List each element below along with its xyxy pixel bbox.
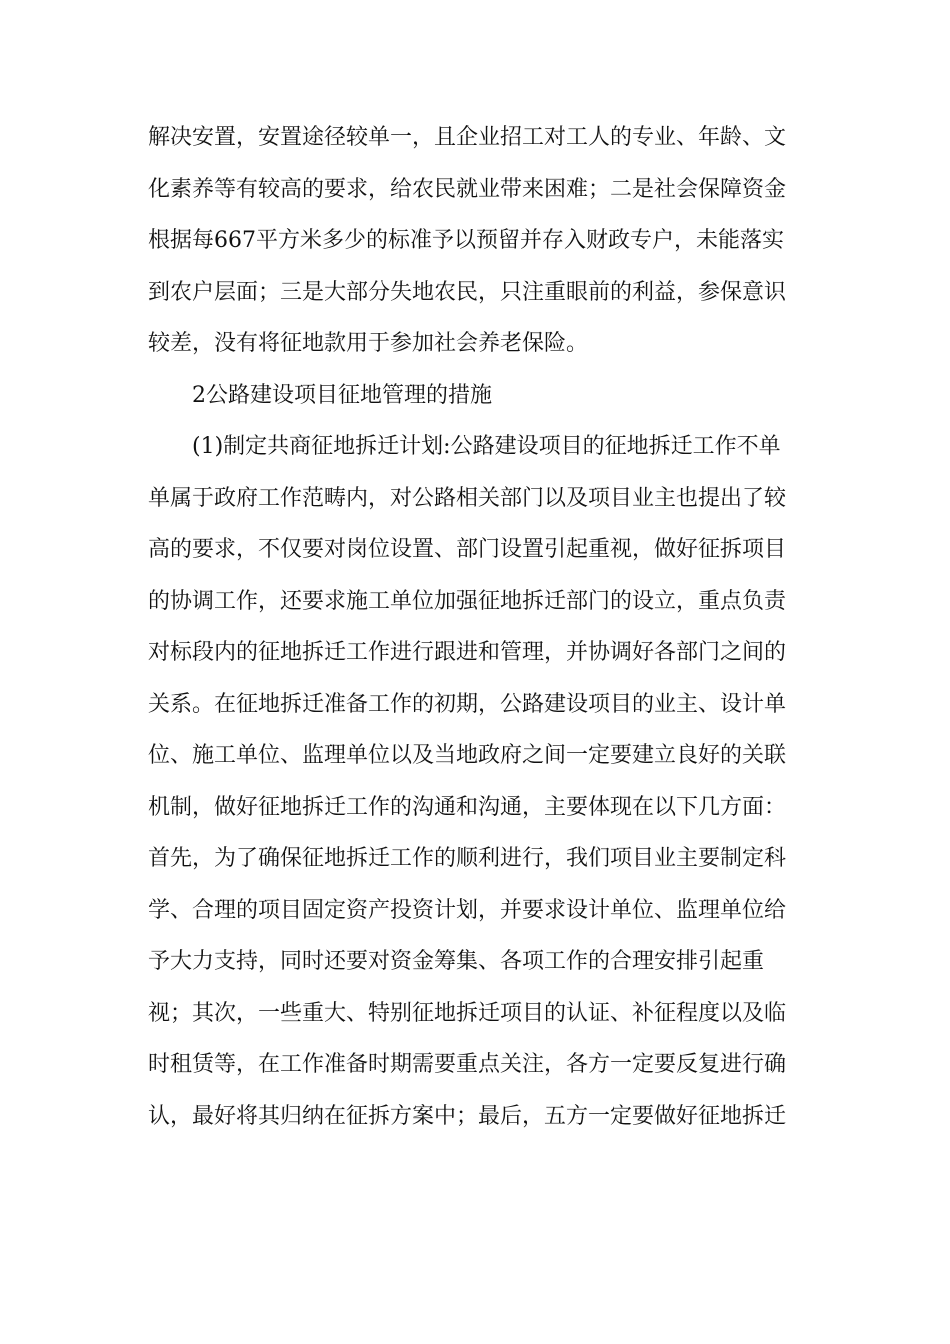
text-line: 对标段内的征地拆迁工作进行跟进和管理，并协调好各部门之间的 [148, 640, 787, 665]
text-line: 到农户层面；三是大部分失地农民，只注重眼前的利益，参保意识 [148, 279, 787, 305]
document-body [148, 112, 808, 1142]
text-line: 视；其次，一些重大、特别征地拆迁项目的认证、补征程度以及临 [148, 1000, 787, 1026]
text-line: 根据每667平方米多少的标准予以预留并存入财政专户，未能落实 [148, 228, 784, 253]
text-line: (1)制定共商征地拆迁计划:公路建设项目的征地拆迁工作不单 [192, 434, 781, 459]
text-line: 解决安置，安置途径较单一，且企业招工对工人的专业、年龄、文 [148, 125, 787, 150]
text-line: 高的要求，不仅要对岗位设置、部门设置引起重视，做好征拆项目 [148, 537, 787, 562]
text-line: 关系。在征地拆迁准备工作的初期，公路建设项目的业主、设计单 [148, 691, 787, 717]
text-line: 单属于政府工作范畴内，对公路相关部门以及项目业主也提出了较 [148, 485, 787, 511]
text-line: 首先，为了确保征地拆迁工作的顺利进行，我们项目业主要制定科 [148, 846, 787, 871]
text-line: 化素养等有较高的要求，给农民就业带来困难；二是社会保障资金 [148, 176, 787, 202]
text-line: 学、合理的项目固定资产投资计划，并要求设计单位、监理单位给 [148, 897, 787, 923]
text-line: 认，最好将其归纳在征拆方案中；最后，五方一定要做好征地拆迁 [148, 1103, 787, 1129]
text-line: 时租赁等，在工作准备时期需要重点关注，各方一定要反复进行确 [148, 1052, 787, 1077]
text-line: 的协调工作，还要求施工单位加强征地拆迁部门的设立，重点负责 [148, 588, 787, 614]
text-line: 机制，做好征地拆迁工作的沟通和沟通，主要体现在以下几方面： [148, 794, 787, 820]
text-line: 较差，没有将征地款用于参加社会养老保险。 [148, 331, 589, 356]
text-line: 予大力支持，同时还要对资金筹集、各项工作的合理安排引起重 [148, 949, 765, 974]
section-heading: 2公路建设项目征地管理的措施 [192, 382, 492, 408]
text-line: 位、施工单位、监理单位以及当地政府之间一定要建立良好的关联 [148, 743, 787, 768]
